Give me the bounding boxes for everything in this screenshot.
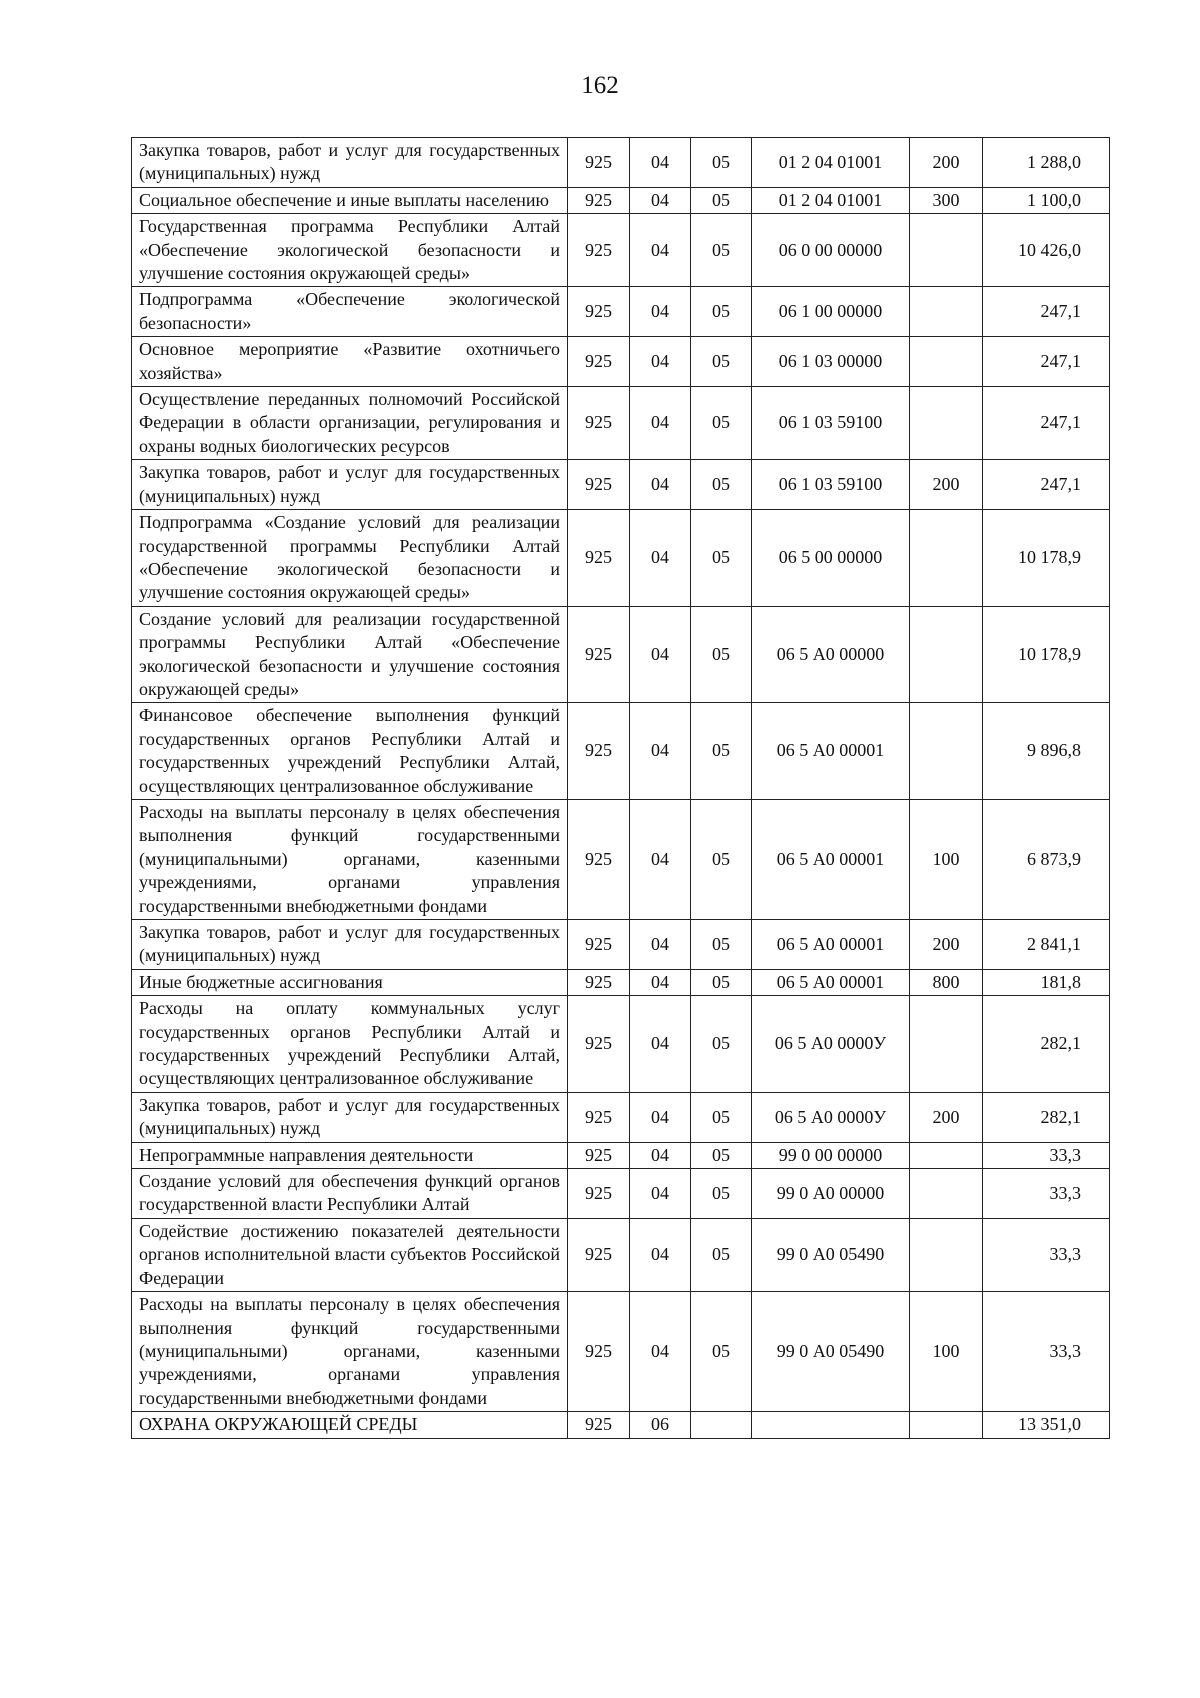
- table-row: [132, 1292, 1110, 1412]
- cell-name: Социальное обеспечение и иные выплаты населению: [132, 187, 568, 213]
- cell-csr: 06 5 А0 00001: [752, 799, 910, 919]
- cell-rz: 04: [630, 969, 691, 995]
- table-row: [132, 969, 1110, 995]
- cell-rz: 04: [630, 287, 691, 337]
- cell-csr: 06 5 А0 0000У: [752, 996, 910, 1093]
- cell-pr: 05: [691, 387, 752, 460]
- cell-name: Подпрограмма «Обеспечение экологической безопасности»: [132, 287, 568, 337]
- cell-gr: 925: [568, 799, 630, 919]
- cell-rz: 04: [630, 510, 691, 607]
- cell-vr: [910, 337, 983, 387]
- cell-vr: [910, 1169, 983, 1219]
- cell-amount: 10 426,0: [983, 214, 1110, 287]
- cell-amount: 33,3: [983, 1169, 1110, 1219]
- cell-rz: 04: [630, 138, 691, 188]
- cell-name: Осуществление переданных полномочий Российской Федерации в области организации, регулирования и охраны водных биологических ресурсов: [132, 387, 568, 460]
- cell-amount: 247,1: [983, 460, 1110, 510]
- cell-rz: 04: [630, 799, 691, 919]
- table-row: [132, 1412, 1110, 1438]
- table-row: [132, 996, 1110, 1093]
- cell-amount: 9 896,8: [983, 703, 1110, 800]
- cell-pr: 05: [691, 703, 752, 800]
- cell-amount: 10 178,9: [983, 606, 1110, 703]
- cell-vr: [910, 703, 983, 800]
- cell-csr: 06 5 А0 00001: [752, 920, 910, 970]
- cell-vr: 300: [910, 187, 983, 213]
- table-row: [132, 187, 1110, 213]
- cell-name: Финансовое обеспечение выполнения функций государственных органов Республики Алтай и государственных учреждений Республики Алтай, осуществляющих централизованное обслуживание: [132, 703, 568, 800]
- cell-amount: 33,3: [983, 1292, 1110, 1412]
- cell-gr: 925: [568, 138, 630, 188]
- cell-rz: 04: [630, 1218, 691, 1291]
- cell-csr: 06 1 03 59100: [752, 460, 910, 510]
- cell-pr: 05: [691, 510, 752, 607]
- cell-rz: 04: [630, 337, 691, 387]
- cell-name: Непрограммные направления деятельности: [132, 1142, 568, 1168]
- cell-name: Создание условий для обеспечения функций органов государственной власти Республики Алтай: [132, 1169, 568, 1219]
- cell-rz: 04: [630, 920, 691, 970]
- cell-gr: 925: [568, 460, 630, 510]
- cell-gr: 925: [568, 337, 630, 387]
- cell-pr: 05: [691, 1218, 752, 1291]
- cell-vr: [910, 1218, 983, 1291]
- cell-csr: 01 2 04 01001: [752, 138, 910, 188]
- table-row: [132, 337, 1110, 387]
- table-row: [132, 703, 1110, 800]
- cell-amount: 282,1: [983, 996, 1110, 1093]
- cell-vr: 200: [910, 920, 983, 970]
- cell-csr: 99 0 00 00000: [752, 1142, 910, 1168]
- cell-pr: 05: [691, 1092, 752, 1142]
- cell-name: Закупка товаров, работ и услуг для государственных (муниципальных) нужд: [132, 1092, 568, 1142]
- table-row: [132, 1169, 1110, 1219]
- cell-csr: 06 5 А0 00001: [752, 969, 910, 995]
- cell-vr: 200: [910, 1092, 983, 1142]
- cell-name: Закупка товаров, работ и услуг для государственных (муниципальных) нужд: [132, 460, 568, 510]
- cell-amount: 181,8: [983, 969, 1110, 995]
- table-row: [132, 1218, 1110, 1291]
- table-row: [132, 1142, 1110, 1168]
- cell-pr: 05: [691, 969, 752, 995]
- cell-csr: 06 1 00 00000: [752, 287, 910, 337]
- cell-vr: 200: [910, 460, 983, 510]
- cell-name: Расходы на выплаты персоналу в целях обеспечения выполнения функций государственными (муниципальными) органами, казенными учреждениями, органами управления государственными внебюджетными фондами: [132, 1292, 568, 1412]
- cell-name: Расходы на выплаты персоналу в целях обеспечения выполнения функций государственными (муниципальными) органами, казенными учреждениями, органами управления государственными внебюджетными фондами: [132, 799, 568, 919]
- cell-name: Государственная программа Республики Алтай «Обеспечение экологической безопасности и улучшение состояния окружающей среды»: [132, 214, 568, 287]
- cell-pr: 05: [691, 606, 752, 703]
- cell-name: Закупка товаров, работ и услуг для государственных (муниципальных) нужд: [132, 920, 568, 970]
- cell-gr: 925: [568, 187, 630, 213]
- cell-amount: 10 178,9: [983, 510, 1110, 607]
- cell-vr: [910, 996, 983, 1093]
- cell-csr: 06 1 03 59100: [752, 387, 910, 460]
- table-row: [132, 287, 1110, 337]
- cell-vr: 100: [910, 799, 983, 919]
- cell-name: Содействие достижению показателей деятельности органов исполнительной власти субъектов Российской Федерации: [132, 1218, 568, 1291]
- cell-amount: 247,1: [983, 337, 1110, 387]
- cell-rz: 04: [630, 606, 691, 703]
- cell-vr: 200: [910, 138, 983, 188]
- cell-gr: 925: [568, 969, 630, 995]
- cell-gr: 925: [568, 287, 630, 337]
- cell-csr: 06 5 А0 00000: [752, 606, 910, 703]
- cell-amount: 247,1: [983, 387, 1110, 460]
- cell-rz: 04: [630, 1092, 691, 1142]
- cell-vr: [910, 1142, 983, 1168]
- cell-amount: 2 841,1: [983, 920, 1110, 970]
- cell-pr: 05: [691, 920, 752, 970]
- cell-gr: 925: [568, 1169, 630, 1219]
- cell-rz: 04: [630, 387, 691, 460]
- cell-amount: 33,3: [983, 1218, 1110, 1291]
- cell-name: Расходы на оплату коммунальных услуг государственных органов Республики Алтай и государственных учреждений Республики Алтай, осуществляющих централизованное обслуживание: [132, 996, 568, 1093]
- budget-table: [131, 137, 1110, 1439]
- cell-name: Иные бюджетные ассигнования: [132, 969, 568, 995]
- cell-rz: 04: [630, 1142, 691, 1168]
- cell-rz: 04: [630, 1292, 691, 1412]
- cell-pr: [691, 1412, 752, 1438]
- cell-gr: 925: [568, 1292, 630, 1412]
- cell-csr: 06 5 А0 00001: [752, 703, 910, 800]
- cell-name: ОХРАНА ОКРУЖАЮЩЕЙ СРЕДЫ: [132, 1412, 568, 1438]
- cell-rz: 06: [630, 1412, 691, 1438]
- table-row: [132, 606, 1110, 703]
- cell-amount: 247,1: [983, 287, 1110, 337]
- cell-gr: 925: [568, 510, 630, 607]
- cell-csr: 06 0 00 00000: [752, 214, 910, 287]
- table-row: [132, 460, 1110, 510]
- cell-csr: [752, 1412, 910, 1438]
- cell-vr: [910, 1412, 983, 1438]
- cell-pr: 05: [691, 187, 752, 213]
- cell-csr: 99 0 А0 05490: [752, 1292, 910, 1412]
- cell-pr: 05: [691, 287, 752, 337]
- cell-pr: 05: [691, 214, 752, 287]
- cell-amount: 1 100,0: [983, 187, 1110, 213]
- cell-pr: 05: [691, 460, 752, 510]
- cell-gr: 925: [568, 606, 630, 703]
- cell-vr: [910, 606, 983, 703]
- cell-pr: 05: [691, 996, 752, 1093]
- cell-name: Подпрограмма «Создание условий для реализации государственной программы Республики Алтай «Обеспечение экологической безопасности и улучшение состояния окружающей среды»: [132, 510, 568, 607]
- table-row: [132, 214, 1110, 287]
- cell-name: Основное мероприятие «Развитие охотничьего хозяйства»: [132, 337, 568, 387]
- table-row: [132, 920, 1110, 970]
- table-row: [132, 510, 1110, 607]
- cell-name: Закупка товаров, работ и услуг для государственных (муниципальных) нужд: [132, 138, 568, 188]
- cell-gr: 925: [568, 214, 630, 287]
- cell-amount: 13 351,0: [983, 1412, 1110, 1438]
- cell-csr: 06 1 03 00000: [752, 337, 910, 387]
- cell-name: Создание условий для реализации государственной программы Республики Алтай «Обеспечение экологической безопасности и улучшение состояния окружающей среды»: [132, 606, 568, 703]
- cell-pr: 05: [691, 337, 752, 387]
- cell-amount: 282,1: [983, 1092, 1110, 1142]
- cell-gr: 925: [568, 1092, 630, 1142]
- cell-csr: 99 0 А0 05490: [752, 1218, 910, 1291]
- cell-pr: 05: [691, 138, 752, 188]
- cell-gr: 925: [568, 1218, 630, 1291]
- cell-gr: 925: [568, 387, 630, 460]
- cell-gr: 925: [568, 996, 630, 1093]
- cell-pr: 05: [691, 1292, 752, 1412]
- cell-rz: 04: [630, 1169, 691, 1219]
- cell-csr: 99 0 А0 00000: [752, 1169, 910, 1219]
- cell-gr: 925: [568, 1142, 630, 1168]
- cell-csr: 01 2 04 01001: [752, 187, 910, 213]
- cell-csr: 06 5 00 00000: [752, 510, 910, 607]
- cell-rz: 04: [630, 214, 691, 287]
- cell-amount: 6 873,9: [983, 799, 1110, 919]
- cell-amount: 1 288,0: [983, 138, 1110, 188]
- cell-vr: [910, 214, 983, 287]
- cell-amount: 33,3: [983, 1142, 1110, 1168]
- cell-rz: 04: [630, 996, 691, 1093]
- cell-pr: 05: [691, 799, 752, 919]
- cell-pr: 05: [691, 1169, 752, 1219]
- cell-vr: [910, 510, 983, 607]
- cell-csr: 06 5 А0 0000У: [752, 1092, 910, 1142]
- page-number: 162: [581, 72, 619, 99]
- cell-gr: 925: [568, 1412, 630, 1438]
- table-row: [132, 138, 1110, 188]
- cell-vr: [910, 387, 983, 460]
- cell-rz: 04: [630, 187, 691, 213]
- table-row: [132, 1092, 1110, 1142]
- cell-gr: 925: [568, 703, 630, 800]
- cell-rz: 04: [630, 703, 691, 800]
- cell-gr: 925: [568, 920, 630, 970]
- cell-pr: 05: [691, 1142, 752, 1168]
- cell-vr: 800: [910, 969, 983, 995]
- table-row: [132, 387, 1110, 460]
- cell-rz: 04: [630, 460, 691, 510]
- cell-vr: [910, 287, 983, 337]
- cell-vr: 100: [910, 1292, 983, 1412]
- table-row: [132, 799, 1110, 919]
